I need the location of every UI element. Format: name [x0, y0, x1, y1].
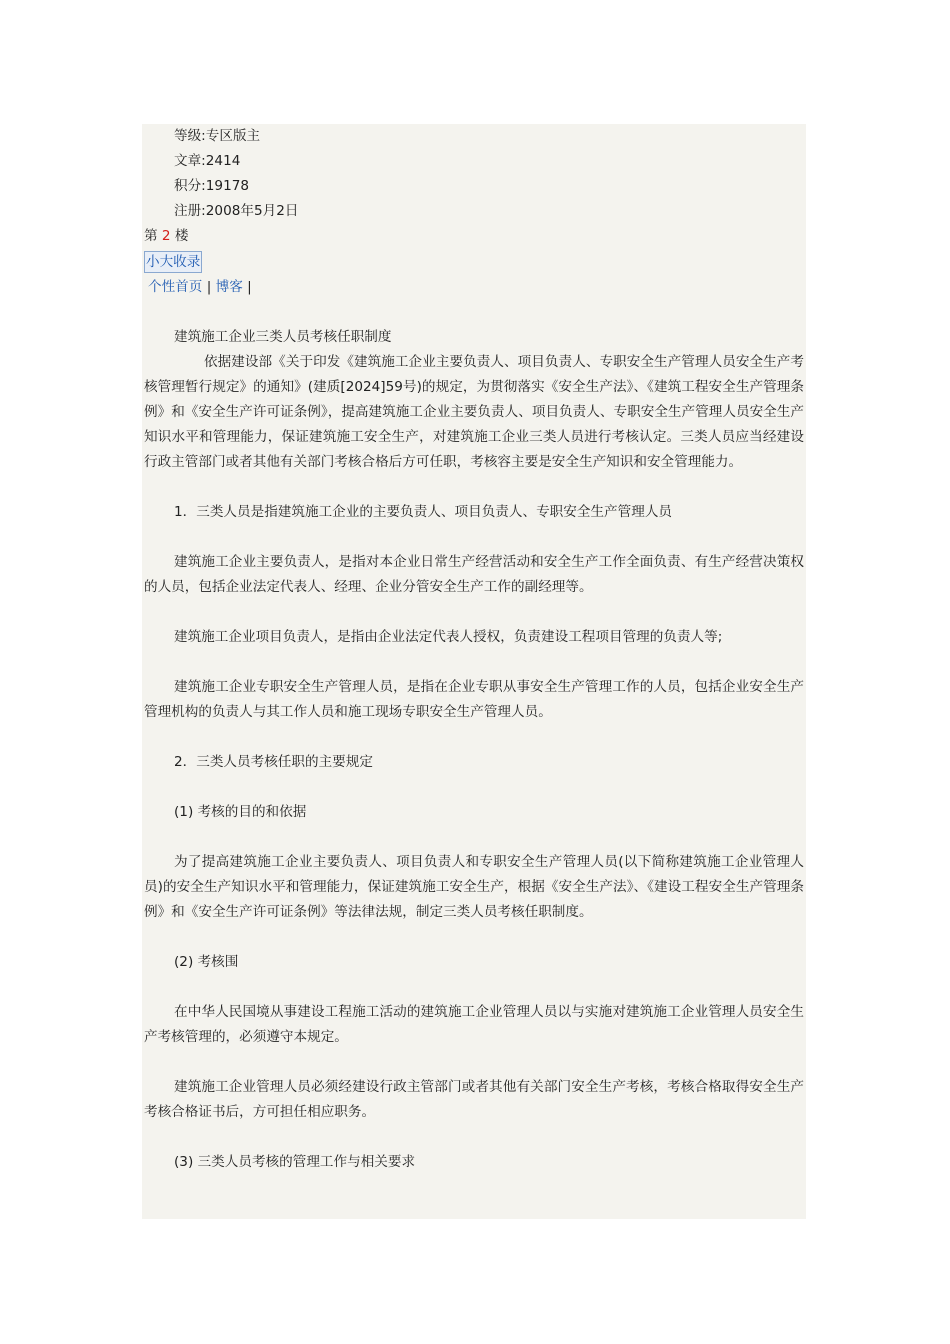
spacer — [144, 650, 804, 675]
spacer — [144, 825, 804, 850]
spacer — [144, 1050, 804, 1075]
floor-prefix: 第 — [144, 228, 158, 244]
spacer — [144, 925, 804, 950]
article-title: 建筑施工企业三类人员考核任职制度 — [174, 329, 392, 345]
collect-link[interactable]: 小大收录 — [144, 251, 202, 273]
subsection2-paragraph-2: 建筑施工企业管理人员必须经建设行政主管部门或者其他有关部门安全生产考核，考核合格取得安全生产考核合格证书后，方可担任相应职务。 — [144, 1079, 804, 1120]
articles-value: 2414 — [205, 153, 241, 169]
nav-links — [144, 275, 804, 300]
level-label: 等级: — [174, 128, 206, 144]
spacer — [144, 975, 804, 1000]
post-panel — [142, 124, 806, 1219]
subsection2-heading: (2) 考核围 — [174, 954, 239, 970]
subsection1-paragraph: 为了提高建筑施工企业主要负责人、项目负责人和专职安全生产管理人员(以下简称建筑施工企业管理人员)的安全生产知识水平和管理能力，保证建筑施工安全生产，根据《安全生产法》、《建设工程安全生产管理条例》和《安全生产许可证条例》等法律法规，制定三类人员考核任职制度。 — [144, 854, 804, 920]
spacer — [144, 775, 804, 800]
user-level — [144, 124, 804, 149]
section1-paragraph-2: 建筑施工企业项目负责人，是指由企业法定代表人授权，负责建设工程项目管理的负责人等; — [174, 629, 723, 645]
register-value: 2008年5月2日 — [205, 203, 299, 219]
subsection3-heading: (3) 三类人员考核的管理工作与相关要求 — [174, 1154, 416, 1170]
floor-number — [144, 224, 804, 249]
nav-separator: | — [206, 279, 212, 295]
blog-link[interactable]: 博客 — [215, 279, 243, 295]
section1-paragraph-3: 建筑施工企业专职安全生产管理人员，是指在企业专职从事安全生产管理工作的人员，包括企业安全生产管理机构的负责人与其工作人员和施工现场专职安全生产管理人员。 — [144, 679, 804, 720]
floor-number-value: 2 — [161, 228, 171, 244]
subsection2-paragraph-1: 在中华人民国境从事建设工程施工活动的建筑施工企业管理人员以与实施对建筑施工企业管理人员安全生产考核管理的，必须遵守本规定。 — [144, 1004, 804, 1045]
user-points — [144, 174, 804, 199]
subsection1-heading: (1) 考核的目的和依据 — [174, 804, 307, 820]
points-label: 积分: — [174, 178, 206, 194]
spacer — [144, 725, 804, 750]
articles-label: 文章: — [174, 153, 206, 169]
spacer — [144, 525, 804, 550]
register-label: 注册: — [174, 203, 206, 219]
section1-paragraph-1: 建筑施工企业主要负责人，是指对本企业日常生产经营活动和安全生产工作全面负责、有生产经营决策权的人员，包括企业法定代表人、经理、企业分管安全生产工作的副经理等。 — [144, 554, 804, 595]
article-intro: 依据建设部《关于印发《建筑施工企业主要负责人、项目负责人、专职安全生产管理人员安全生产考核管理暂行规定》的通知》(建质[2024]59号)的规定，为贯彻落实《安全生产法》、《建筑工程安全生产管理条例》和《安全生产许可证条例》，提高建筑施工企业主要负责人、项目负责人、专职安全生产管理人员安全生产知识水平和管理能力，保证建筑施工安全生产，对建筑施工企业三类人员进行考核认定。三类人员应当经建设行政主管部门或者其他有关部门考核合格后方可任职，考核容主要是安全生产知识和安全管理能力。 — [144, 354, 804, 470]
spacer — [144, 1125, 804, 1150]
level-value: 专区版主 — [205, 128, 261, 144]
collect-row — [144, 249, 804, 275]
spacer — [144, 300, 804, 325]
section2-heading: 2．三类人员考核任职的主要规定 — [174, 754, 373, 770]
spacer — [144, 600, 804, 625]
user-articles — [144, 149, 804, 174]
spacer — [144, 475, 804, 500]
user-register-date — [144, 199, 804, 224]
points-value: 19178 — [205, 178, 250, 194]
nav-trailing-separator: | — [247, 279, 252, 295]
floor-suffix: 楼 — [174, 228, 189, 244]
section1-heading: 1．三类人员是指建筑施工企业的主要负责人、项目负责人、专职安全生产管理人员 — [174, 504, 673, 520]
homepage-link[interactable]: 个性首页 — [148, 279, 203, 295]
